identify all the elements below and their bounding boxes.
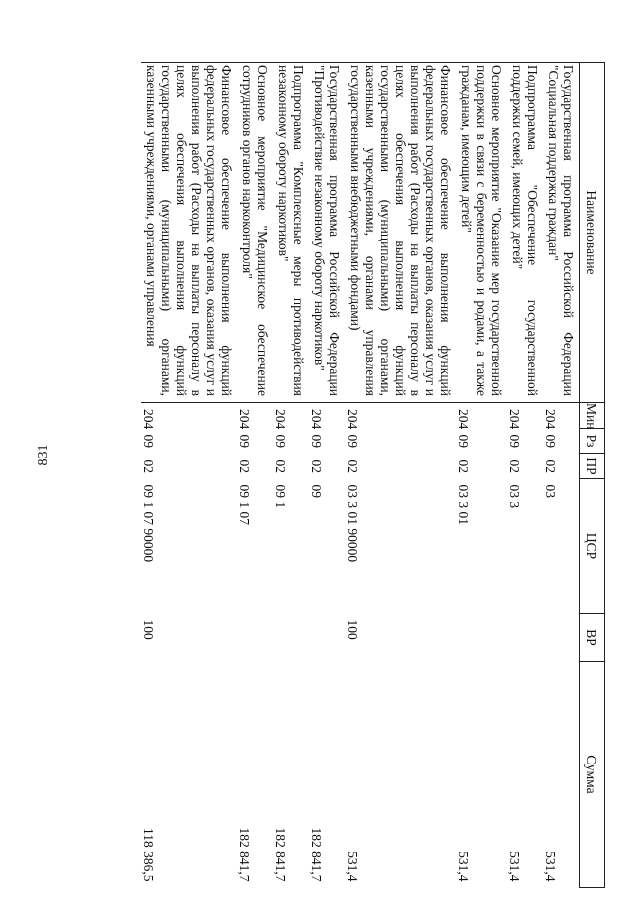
table-row [543, 63, 580, 888]
table-row [456, 63, 507, 888]
row-rz: 09 [237, 434, 252, 448]
table-row [507, 63, 543, 888]
row-csr: 03 [543, 484, 558, 498]
budget-table [141, 62, 605, 888]
row-name: Финансовое обеспечение выполнения функций федеральных государственных органов, оказания услуг и выполнения работ (Расходы на выплаты персоналу в целях обеспечения выполнения функций государственными (муниципальными) органами, казенными учреждениями, органами управления [141, 63, 237, 403]
row-csr: 03 3 01 [456, 484, 471, 525]
row-vr: 100 [345, 619, 360, 640]
row-pr: 02 [273, 459, 288, 473]
table-row [273, 63, 309, 888]
header-csr: ЦСР [580, 479, 605, 614]
header-min: Мин [580, 403, 605, 429]
row-vr: 100 [141, 619, 156, 640]
row-min: 204 [141, 409, 156, 430]
row-name: Подпрограмма "Комплексные меры противодействия незаконному обороту наркотиков" [273, 63, 309, 403]
row-vr [543, 614, 580, 662]
row-rz: 09 [543, 434, 558, 448]
row-csr: 09 1 [273, 484, 288, 509]
row-sum: 182 841,7 [237, 827, 252, 882]
row-min: 204 [237, 409, 252, 430]
row-name: Государственная программа Российской Федерации "Социальная поддержка граждан" [543, 63, 580, 403]
header-rz: Рз [580, 429, 605, 454]
row-sum: 182 841,7 [273, 827, 288, 882]
row-csr: 09 1 07 90000 [141, 484, 156, 563]
row-name: Подпрограмма "Обеспечение государственной поддержки семей, имеющих детей" [507, 63, 543, 403]
row-vr [507, 614, 543, 662]
row-rz: 09 [345, 434, 360, 448]
table-row [237, 63, 273, 888]
table-row [345, 63, 456, 888]
row-rz: 09 [273, 434, 288, 448]
header-vr: ВР [580, 614, 605, 662]
row-min: 204 [309, 409, 324, 430]
row-vr [237, 614, 273, 662]
row-pr: 02 [345, 459, 360, 473]
row-vr [456, 614, 507, 662]
rotated-table-area [95, 62, 605, 887]
row-vr [273, 614, 309, 662]
row-min: 204 [543, 409, 558, 430]
row-rz: 09 [141, 434, 156, 448]
row-csr: 03 3 [507, 484, 522, 509]
row-min: 204 [507, 409, 522, 430]
row-sum: 531,4 [507, 851, 522, 882]
row-sum: 531,4 [456, 851, 471, 882]
row-name: Основное мероприятие "Оказание мер государственной поддержки в связи с беременностью и родами, а также гражданам, имеющим детей" [456, 63, 507, 403]
header-name: Наименование [580, 63, 605, 403]
row-sum: 531,4 [543, 851, 558, 882]
row-name: Финансовое обеспечение выполнения функций федеральных государственных органов, оказания услуг и выполнения работ (Расходы на выплаты персоналу в целях обеспечения выполнения функций государственными (муниципальными) органами, казенными учреждениями, органами управления государственными внебюджетными фондами) [345, 63, 456, 403]
row-min: 204 [345, 409, 360, 430]
row-min: 204 [456, 409, 471, 430]
row-min: 204 [273, 409, 288, 430]
row-rz: 09 [507, 434, 522, 448]
row-pr: 02 [456, 459, 471, 473]
row-pr: 02 [309, 459, 324, 473]
row-rz: 09 [456, 434, 471, 448]
row-csr: 09 [309, 484, 324, 498]
table-row [141, 63, 237, 888]
row-sum: 118 386,5 [141, 828, 156, 882]
row-csr: 03 3 01 90000 [345, 484, 360, 563]
header-sum: Сумма [580, 662, 605, 888]
row-sum: 182 841,7 [309, 827, 324, 882]
row-pr: 02 [543, 459, 558, 473]
row-pr: 02 [141, 459, 156, 473]
page-number: 831 [36, 444, 51, 466]
row-csr: 09 1 07 [237, 484, 252, 525]
row-sum: 531,4 [345, 851, 360, 882]
table-header-row [580, 63, 605, 888]
row-vr [309, 614, 345, 662]
header-pr: ПР [580, 454, 605, 479]
row-rz: 09 [309, 434, 324, 448]
row-pr: 02 [507, 459, 522, 473]
row-name: Основное мероприятие "Медицинское обеспечение сотрудников органов наркоконтроля" [237, 63, 273, 403]
row-pr: 02 [237, 459, 252, 473]
table-row [309, 63, 345, 888]
row-name: Государственная программа Российской Федерации "Противодействие незаконному обороту наркотиков" [309, 63, 345, 403]
